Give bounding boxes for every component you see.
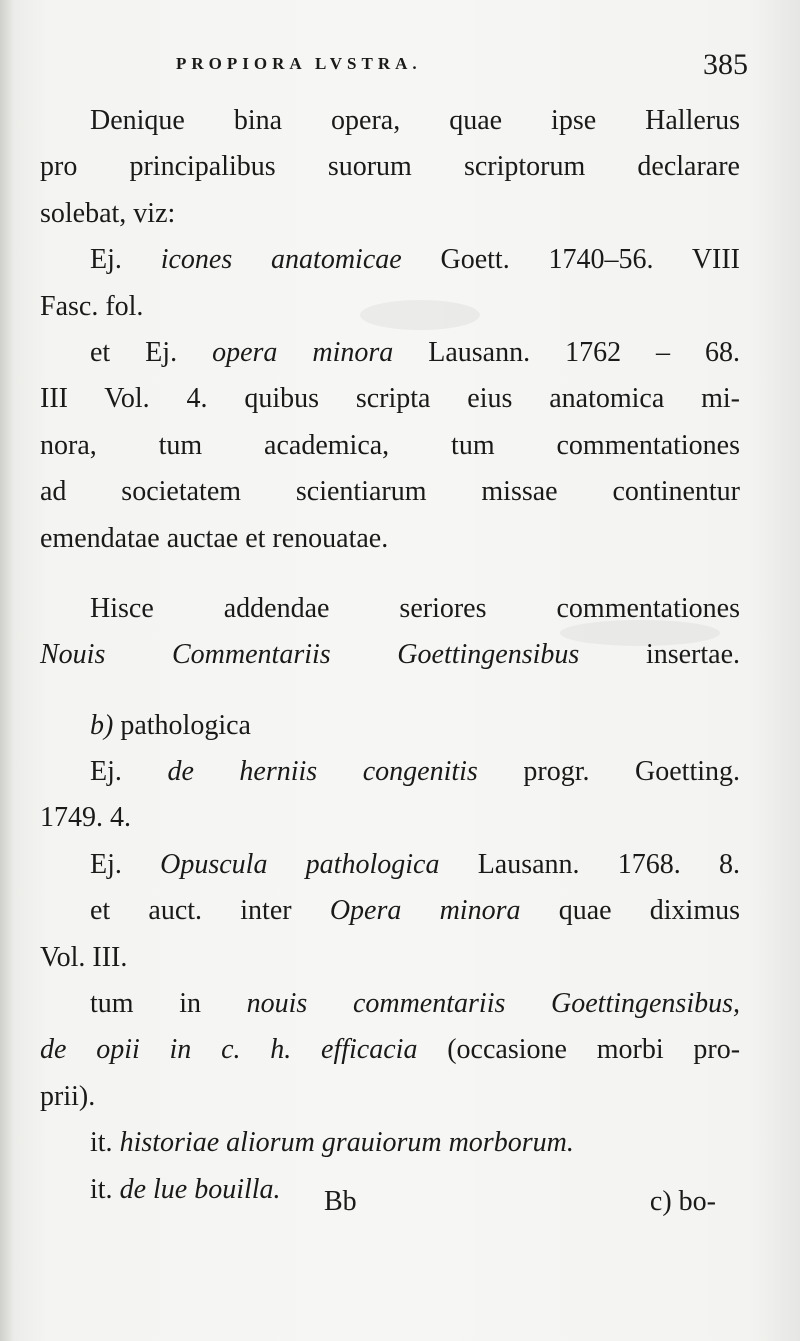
entry-prefix: tum in bbox=[90, 988, 201, 1020]
running-head: PROPIORA LVSTRA. bbox=[176, 54, 422, 73]
page-header bbox=[40, 48, 760, 88]
entry-title: Opera minora bbox=[329, 895, 521, 927]
entry-icones bbox=[40, 237, 740, 330]
paragraph-gap bbox=[40, 562, 740, 586]
text-line bbox=[40, 842, 740, 888]
page-number: 385 bbox=[703, 48, 748, 81]
page-footer bbox=[40, 1186, 760, 1226]
text-line bbox=[40, 981, 740, 1027]
entry-prefix: it. bbox=[90, 1127, 113, 1159]
entry-commentariis bbox=[40, 981, 740, 1120]
entry-herniis bbox=[40, 749, 740, 842]
section-label: pathologica bbox=[120, 709, 251, 741]
entry-historiae bbox=[40, 1120, 740, 1166]
paragraph-addendae bbox=[40, 586, 740, 679]
text-line bbox=[40, 749, 740, 795]
journal-title: Nouis Commentariis Goettingensibus bbox=[40, 639, 580, 671]
section-heading-pathologica bbox=[40, 703, 740, 749]
entry-details: Lausann. 1768. 8. bbox=[477, 848, 741, 880]
entry-details: progr. Goetting. bbox=[523, 756, 741, 788]
page-body bbox=[40, 98, 740, 1213]
entry-title: nouis commentariis Goettingensibus, bbox=[246, 988, 740, 1020]
text-line: Fasc. fol. bbox=[40, 290, 144, 322]
catchword: c) bo- bbox=[649, 1186, 716, 1217]
text-line: Vol. III. bbox=[40, 941, 128, 973]
text-line: ad societatem scientiarum missae continentur bbox=[40, 476, 740, 508]
entry-details: Goett. 1740–56. VIII bbox=[440, 244, 741, 276]
entry-title: historiae aliorum grauiorum morborum. bbox=[119, 1127, 574, 1159]
section-marker: b) bbox=[90, 709, 114, 741]
entry-prefix: Ej. bbox=[90, 756, 122, 788]
entry-title: de herniis congenitis bbox=[167, 756, 478, 788]
entry-prefix: it. bbox=[90, 1173, 113, 1205]
text-line bbox=[40, 1027, 740, 1073]
text-line: 1749. 4. bbox=[40, 802, 131, 834]
entry-details: (occasione morbi pro- bbox=[447, 1034, 741, 1066]
text-line: emendatae auctae et renouatae. bbox=[40, 522, 389, 554]
entry-opuscula bbox=[40, 842, 740, 888]
signature-mark: Bb bbox=[324, 1186, 357, 1217]
text-line bbox=[40, 1120, 740, 1166]
entry-opera-minora bbox=[40, 330, 740, 562]
text-line: pro principalibus suorum scriptorum declarare bbox=[40, 151, 740, 183]
entry-title: icones anatomicae bbox=[160, 244, 402, 276]
entry-auct bbox=[40, 888, 740, 981]
entry-prefix: et auct. inter bbox=[90, 895, 292, 927]
text-line bbox=[40, 632, 740, 678]
text-line bbox=[40, 330, 740, 376]
entry-title: opera minora bbox=[212, 336, 394, 368]
text-line: prii). bbox=[40, 1080, 96, 1112]
page-gutter-shadow bbox=[0, 0, 14, 1341]
entry-title: Opuscula pathologica bbox=[160, 848, 440, 880]
entry-prefix: Ej. bbox=[90, 244, 122, 276]
text-line: III Vol. 4. quibus scripta eius anatomica mi- bbox=[40, 383, 740, 415]
text-line: Hisce addendae seriores commentationes bbox=[90, 592, 740, 624]
text-fragment: insertae. bbox=[645, 639, 740, 671]
paragraph-gap bbox=[40, 679, 740, 703]
text-line: nora, tum academica, tum commentationes bbox=[40, 429, 740, 461]
entry-details: quae diximus bbox=[558, 895, 741, 927]
entry-title: de lue bouilla. bbox=[119, 1173, 281, 1205]
entry-prefix: et Ej. bbox=[90, 336, 178, 368]
text-line: Denique bina opera, quae ipse Hallerus bbox=[90, 105, 740, 136]
entry-details: Lausann. 1762 – 68. bbox=[428, 336, 741, 368]
text-line bbox=[40, 703, 740, 749]
text-line: solebat, viz: bbox=[40, 197, 176, 229]
text-line bbox=[40, 888, 740, 934]
text-line bbox=[40, 237, 740, 283]
entry-subtitle: de opii in c. h. efficacia bbox=[40, 1034, 418, 1066]
paragraph-intro bbox=[40, 98, 740, 237]
entry-prefix: Ej. bbox=[90, 848, 122, 880]
